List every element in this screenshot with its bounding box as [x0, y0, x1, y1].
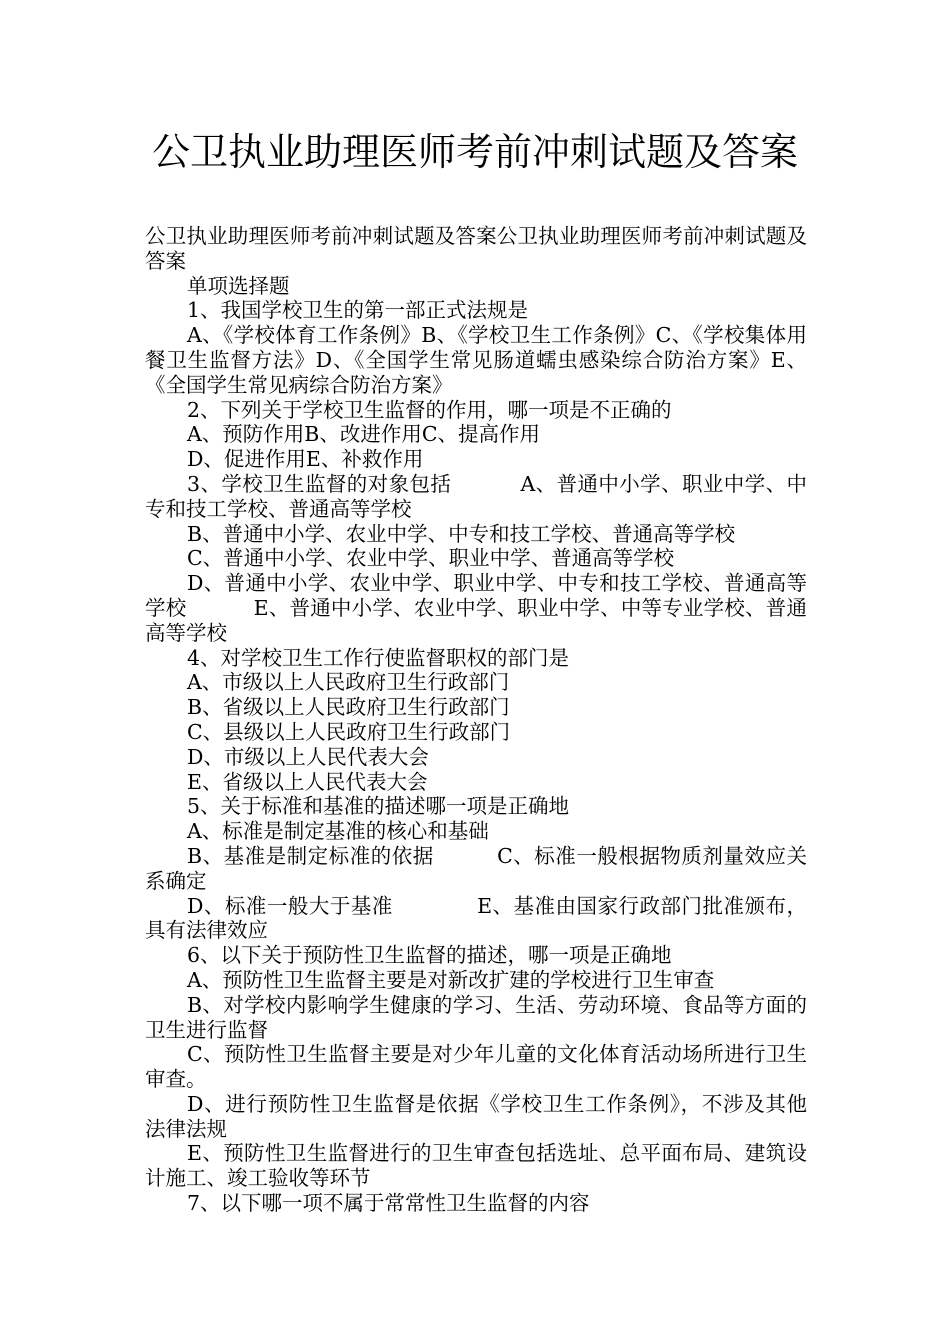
paragraph: 公卫执业助理医师考前冲刺试题及答案公卫执业助理医师考前冲刺试题及答案	[145, 224, 807, 273]
paragraph: 1、我国学校卫生的第一部正式法规是	[187, 298, 529, 323]
paragraph: A、预防作用B、改进作用C、提高作用	[187, 422, 541, 447]
paragraph: D、进行预防性卫生监督是依据《学校卫生工作条例》，不涉及其他法律法规	[145, 1091, 807, 1141]
paragraph: 6、以下关于预防性卫生监督的描述，哪一项是正确地	[187, 943, 672, 968]
paragraph: C、预防性卫生监督主要是对少年儿童的文化体育活动场所进行卫生审查。	[145, 1042, 807, 1092]
paragraph: A、市级以上人民政府卫生行政部门	[187, 670, 510, 695]
paragraph: 4、对学校卫生工作行使监督职权的部门是	[187, 645, 570, 670]
paragraph: B、对学校内影响学生健康的学习、生活、劳动环境、食品等方面的卫生进行监督	[145, 992, 807, 1042]
paragraph: 7、以下哪一项不属于常常性卫生监督的内容	[187, 1191, 590, 1216]
paragraph: 5、关于标准和基准的描述哪一项是正确地	[187, 794, 570, 819]
paragraph: E、省级以上人民代表大会	[187, 769, 428, 794]
paragraph: B、普通中小学、农业中学、中专和技工学校、普通高等学校	[187, 521, 736, 546]
document-title: 公卫执业助理医师考前冲刺试题及答案	[151, 130, 798, 174]
paragraph: 单项选择题	[187, 273, 290, 298]
paragraph: C、县级以上人民政府卫生行政部门	[187, 719, 511, 744]
paragraph: 3、学校卫生监督的对象包括 A、普通中小学、职业中学、中专和技工学校、普通高等学校	[145, 471, 807, 521]
paragraph: A、预防性卫生监督主要是对新改扩建的学校进行卫生审查	[187, 967, 715, 992]
paragraph: C、普通中小学、农业中学、职业中学、普通高等学校	[187, 546, 675, 571]
paragraph: 2、下列关于学校卫生监督的作用，哪一项是不正确的	[187, 397, 672, 422]
paragraph: D、促进作用E、补救作用	[187, 447, 424, 472]
document-body	[145, 224, 807, 1216]
paragraph: D、普通中小学、农业中学、职业中学、中专和技工学校、普通高等学校 E、普通中小学、农业中学、职业中学、中等专业学校、普通高等学校	[145, 571, 807, 645]
paragraph: A、《学校体育工作条例》B、《学校卫生工作条例》C、《学校集体用餐卫生监督方法》D、《全国学生常见肠道蠕虫感染综合防治方案》E、《全国学生常见病综合防治方案》	[145, 323, 807, 397]
paragraph: D、标准一般大于基准 E、基准由国家行政部门批准颁布，具有法律效应	[145, 893, 807, 943]
paragraph: D、市级以上人民代表大会	[187, 744, 429, 769]
paragraph: E、预防性卫生监督进行的卫生审查包括选址、总平面布局、建筑设计施工、竣工验收等环节	[145, 1141, 807, 1191]
paragraph: A、标准是制定基准的核心和基础	[187, 819, 489, 844]
paragraph: B、省级以上人民政府卫生行政部门	[187, 695, 510, 720]
paragraph: B、基准是制定标准的依据 C、标准一般根据物质剂量效应关系确定	[145, 843, 807, 893]
